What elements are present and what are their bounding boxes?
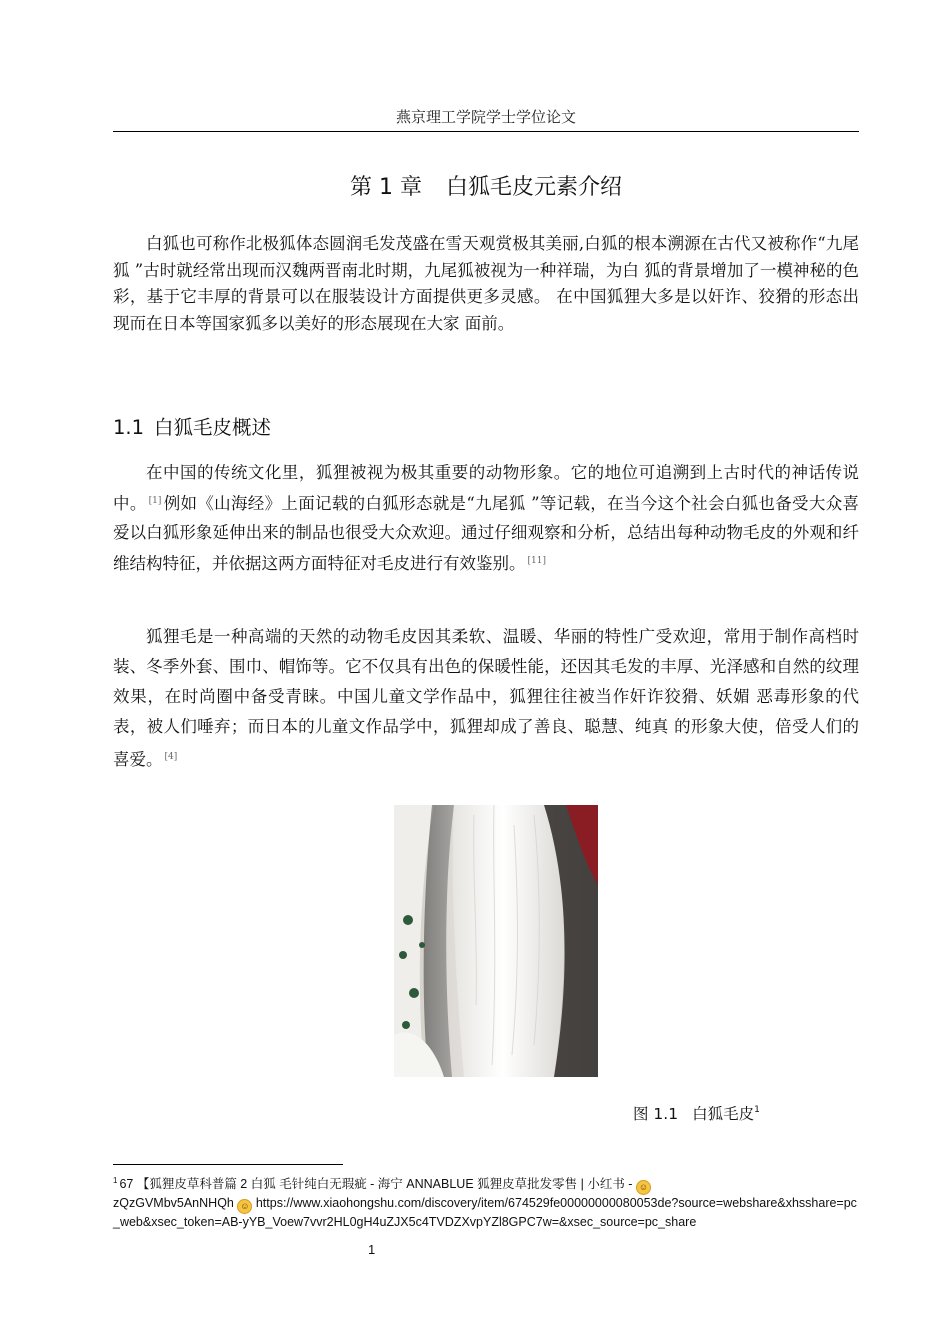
figure-caption	[633, 1102, 760, 1124]
chapter-title	[113, 170, 859, 201]
citation-marker[interactable]: [4]	[164, 752, 178, 762]
grinning-face-emoji-icon: ☺	[237, 1199, 252, 1214]
footnote-reference[interactable]: 1	[754, 1105, 760, 1115]
intro-paragraph: 白狐也可称作北极狐体态圆润毛发茂盛在雪天观赏极其美丽,白狐的根本溯源在古代又被称作“九尾狐 ”古时就经常出现而汉魏两晋南北时期，九尾狐被视为一种祥瑞，为白 狐的背景增加了一模神秘的色彩，基于它丰厚的背景可以在服装设计方面提供更多灵感。 在中国狐狸大多是以奸诈、狡猾的形态出现而在日本等国家狐多以美好的形态展现在大家 面前。	[113, 234, 859, 333]
section-number: 1.1	[113, 416, 145, 439]
footnote-code: zQzGVMbv5AnNHQh	[113, 1196, 234, 1210]
page-number: 1	[368, 1242, 376, 1257]
header-rule	[113, 131, 859, 132]
fur-illustration	[394, 805, 598, 1077]
citation-marker[interactable]: [11]	[527, 556, 546, 566]
paragraph-text: 例如《山海经》上面记载的白狐形态就是“九尾狐 ”等记载，在当今这个社会白狐也备受大众喜爱以白狐形象延伸出来的制品也很受大众欢迎。通过仔细观察和分析，总结出每种动物毛皮的外观和纤维结构特征，并依据这两方面特征对毛皮进行有效鉴别。	[113, 494, 860, 573]
section-name: 白狐毛皮概述	[154, 416, 272, 439]
figure-caption-text: 白狐毛皮	[692, 1105, 755, 1123]
footnote	[113, 1172, 859, 1232]
footnote-text: 67 【狐狸皮草科普篇 2 白狐 毛针纯白无瑕疵 - 海宁 ANNABLUE 狐狸皮草批发零售 | 小红书 -	[119, 1177, 633, 1191]
white-fox-fur-photo	[394, 805, 598, 1077]
body-paragraph-overview	[113, 458, 859, 578]
paragraph-text: 在中国的传统文化里，狐狸被视为极其重要的动物形象。它的地位可追溯到上古时代的神话传说中。	[113, 463, 859, 513]
chapter-number: 第 1 章	[350, 175, 422, 200]
footnote-link[interactable]: https://www.xiaohongshu.com/discovery/item/674529fe00000000080053de?source=webshare&xhsshare=pc_web&xsec_token=AB-yYB_Voew7vvr2HL0gH4uZJX5c4TVDZXvpYZl8GPC7w=&xsec_source=pc_share	[113, 1196, 857, 1229]
footnote-rule	[113, 1164, 343, 1165]
citation-marker[interactable]: [1]	[148, 496, 162, 506]
running-header: 燕京理工学院学士学位论文	[395, 108, 576, 126]
chapter-name: 白狐毛皮元素介绍	[445, 175, 622, 200]
figure-label: 图 1.1	[633, 1105, 679, 1123]
footnote-mark: 1	[113, 1176, 118, 1185]
grinning-face-emoji-icon: ☺	[636, 1180, 651, 1195]
white-fur-pelt	[453, 805, 564, 1077]
paragraph-text: 狐狸毛是一种高端的天然的动物毛皮因其柔软、温暖、华丽的特性广受欢迎，常用于制作高档时装、冬季外套、围巾、帽饰等。它不仅具有出色的保暖性能，还因其毛发的丰厚、光泽感和自然的纹理效果，在时尚圈中备受青睐。中国儿童文学作品中，狐狸往往被当作奸诈狡猾、妖媚 恶毒形象的代表，被人们唾弃；而日本的儿童文作品学中，狐狸却成了善良、聪慧、纯真 的形象大使，倍受人们的喜爱。	[113, 627, 859, 769]
section-heading	[113, 412, 271, 440]
body-paragraph-fur	[113, 622, 859, 775]
